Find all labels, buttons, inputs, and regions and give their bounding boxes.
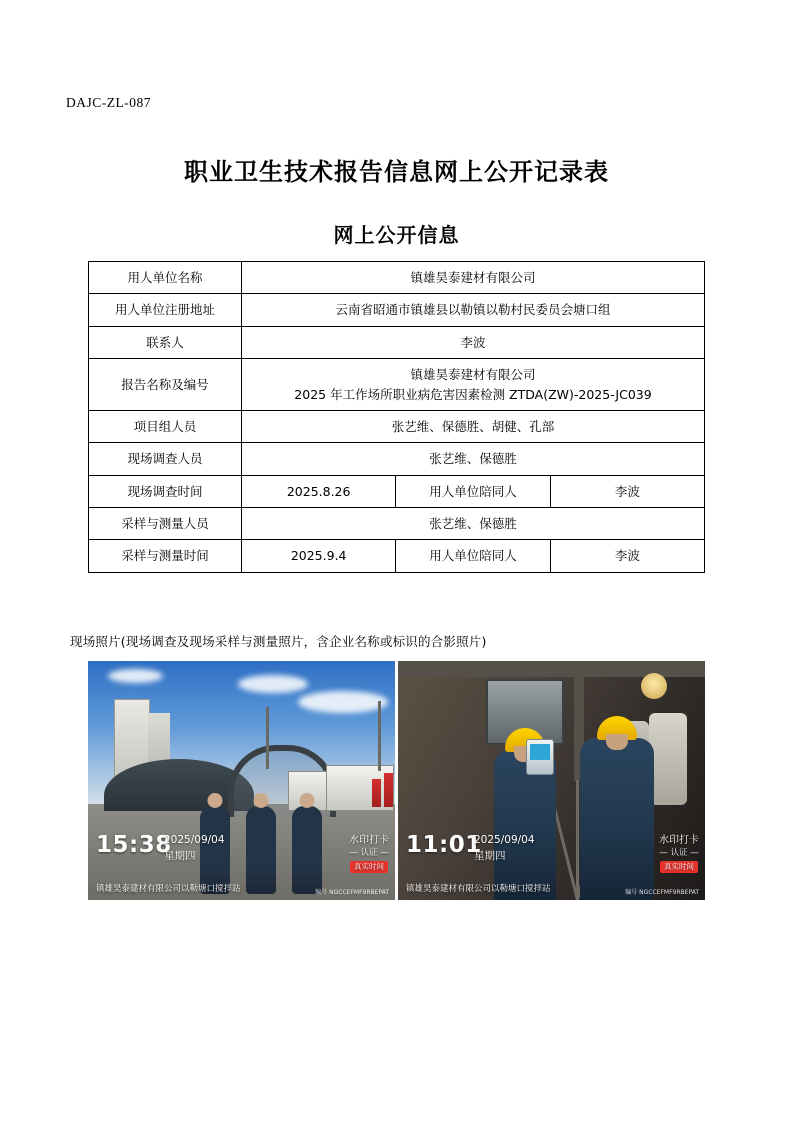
watermark-brand-line1: 水印打卡 xyxy=(659,835,699,846)
site-photo-indoor xyxy=(398,661,705,900)
worker-face xyxy=(606,734,628,750)
row-label-employer-address: 用人单位注册地址 xyxy=(89,294,242,326)
watermark-time: 15:38 xyxy=(96,832,172,858)
watermark-brand-line2: — 认证 — xyxy=(659,847,699,858)
photos-caption: 现场照片(现场调查及现场采样与测量照片，含企业名称或标识的合影照片) xyxy=(70,634,487,649)
person-head xyxy=(300,793,315,808)
report-name-line1: 镇雄昊泰建材有限公司 xyxy=(410,367,536,383)
cloud-shape xyxy=(298,691,388,713)
watermark-brand-line1: 水印打卡 xyxy=(349,835,389,846)
row-value-employer-address: 云南省昭通市镇雄县以勒镇以勒村民委员会塘口组 xyxy=(242,294,705,326)
table-row xyxy=(89,508,705,540)
watermark-badge: 真实时间 xyxy=(350,861,388,873)
utility-pole xyxy=(378,701,381,771)
watermark-brand-line2: — 认证 — xyxy=(349,847,389,858)
row-label-site-survey-staff: 现场调查人员 xyxy=(89,443,242,475)
row-value-site-survey-accompany: 李波 xyxy=(550,475,704,507)
watermark-time: 11:01 xyxy=(406,832,482,858)
table-row xyxy=(89,410,705,442)
watermark-date: 2025/09/04 xyxy=(164,834,225,846)
row-label-sampling-date: 采样与测量时间 xyxy=(89,540,242,572)
row-value-site-survey-staff: 张艺维、保德胜 xyxy=(242,443,705,475)
row-label-sampling-accompany: 用人单位陪同人 xyxy=(396,540,550,572)
document-code: DAJC-ZL-087 xyxy=(66,95,151,110)
row-label-contact-person: 联系人 xyxy=(89,326,242,358)
table-row xyxy=(89,540,705,572)
row-label-sampling-staff: 采样与测量人员 xyxy=(89,508,242,540)
watermark-code: 编号 NGCCEFMF9RBEPAT xyxy=(625,889,699,896)
row-value-sampling-staff: 张艺维、保德胜 xyxy=(242,508,705,540)
page-subtitle: 网上公开信息 xyxy=(333,223,460,247)
row-value-employer-name: 镇雄昊泰建材有限公司 xyxy=(242,262,705,294)
table-row xyxy=(89,475,705,507)
row-label-site-survey-date: 现场调查时间 xyxy=(89,475,242,507)
device-screen xyxy=(530,744,550,760)
table-row xyxy=(89,326,705,358)
person-head xyxy=(208,793,223,808)
public-disclosure-table xyxy=(88,261,705,573)
watermark-location: 镇雄昊泰建材有限公司以勒塘口搅拌站 xyxy=(96,884,241,894)
row-label-project-team: 项目组人员 xyxy=(89,410,242,442)
watermark-brand xyxy=(659,834,699,873)
watermark-badge: 真实时间 xyxy=(660,861,698,873)
row-value-sampling-accompany: 李波 xyxy=(550,540,704,572)
row-label-site-survey-accompany: 用人单位陪同人 xyxy=(396,475,550,507)
table-row xyxy=(89,294,705,326)
measuring-device xyxy=(526,739,554,775)
watermark-location: 镇雄昊泰建材有限公司以勒塘口搅拌站 xyxy=(406,884,551,894)
utility-pole xyxy=(266,707,269,769)
table-row xyxy=(89,359,705,411)
red-flag xyxy=(384,773,393,807)
row-value-site-survey-date: 2025.8.26 xyxy=(242,475,396,507)
table-row xyxy=(89,262,705,294)
watermark-date: 2025/09/04 xyxy=(474,834,535,846)
watermark-code: 编号 NGCCEFMF9RBEPAT xyxy=(315,889,389,896)
cloud-shape xyxy=(238,675,308,693)
barrel-container xyxy=(649,713,687,805)
watermark-weekday: 星期四 xyxy=(164,850,196,862)
row-label-report-name-code: 报告名称及编号 xyxy=(89,359,242,411)
red-flag xyxy=(372,779,381,807)
photo-watermark xyxy=(88,830,395,900)
site-photo-outdoor xyxy=(88,661,395,900)
row-value-contact-person: 李波 xyxy=(242,326,705,358)
row-value-sampling-date: 2025.9.4 xyxy=(242,540,396,572)
report-name-line2: 2025 年工作场所职业病危害因素检测 ZTDA(ZW)-2025-JC039 xyxy=(294,386,652,402)
page-title: 职业卫生技术报告信息网上公开记录表 xyxy=(184,158,609,186)
row-label-employer-name: 用人单位名称 xyxy=(89,262,242,294)
row-value-project-team: 张艺维、保德胜、胡健、孔部 xyxy=(242,410,705,442)
photo-row xyxy=(88,661,705,900)
watermark-brand xyxy=(349,834,389,873)
row-value-report-name-code xyxy=(242,359,705,411)
cloud-shape xyxy=(108,669,163,683)
photo-watermark xyxy=(398,830,705,900)
watermark-weekday: 星期四 xyxy=(474,850,506,862)
lamp-light xyxy=(641,673,667,699)
table-row xyxy=(89,443,705,475)
person-head xyxy=(254,793,269,808)
